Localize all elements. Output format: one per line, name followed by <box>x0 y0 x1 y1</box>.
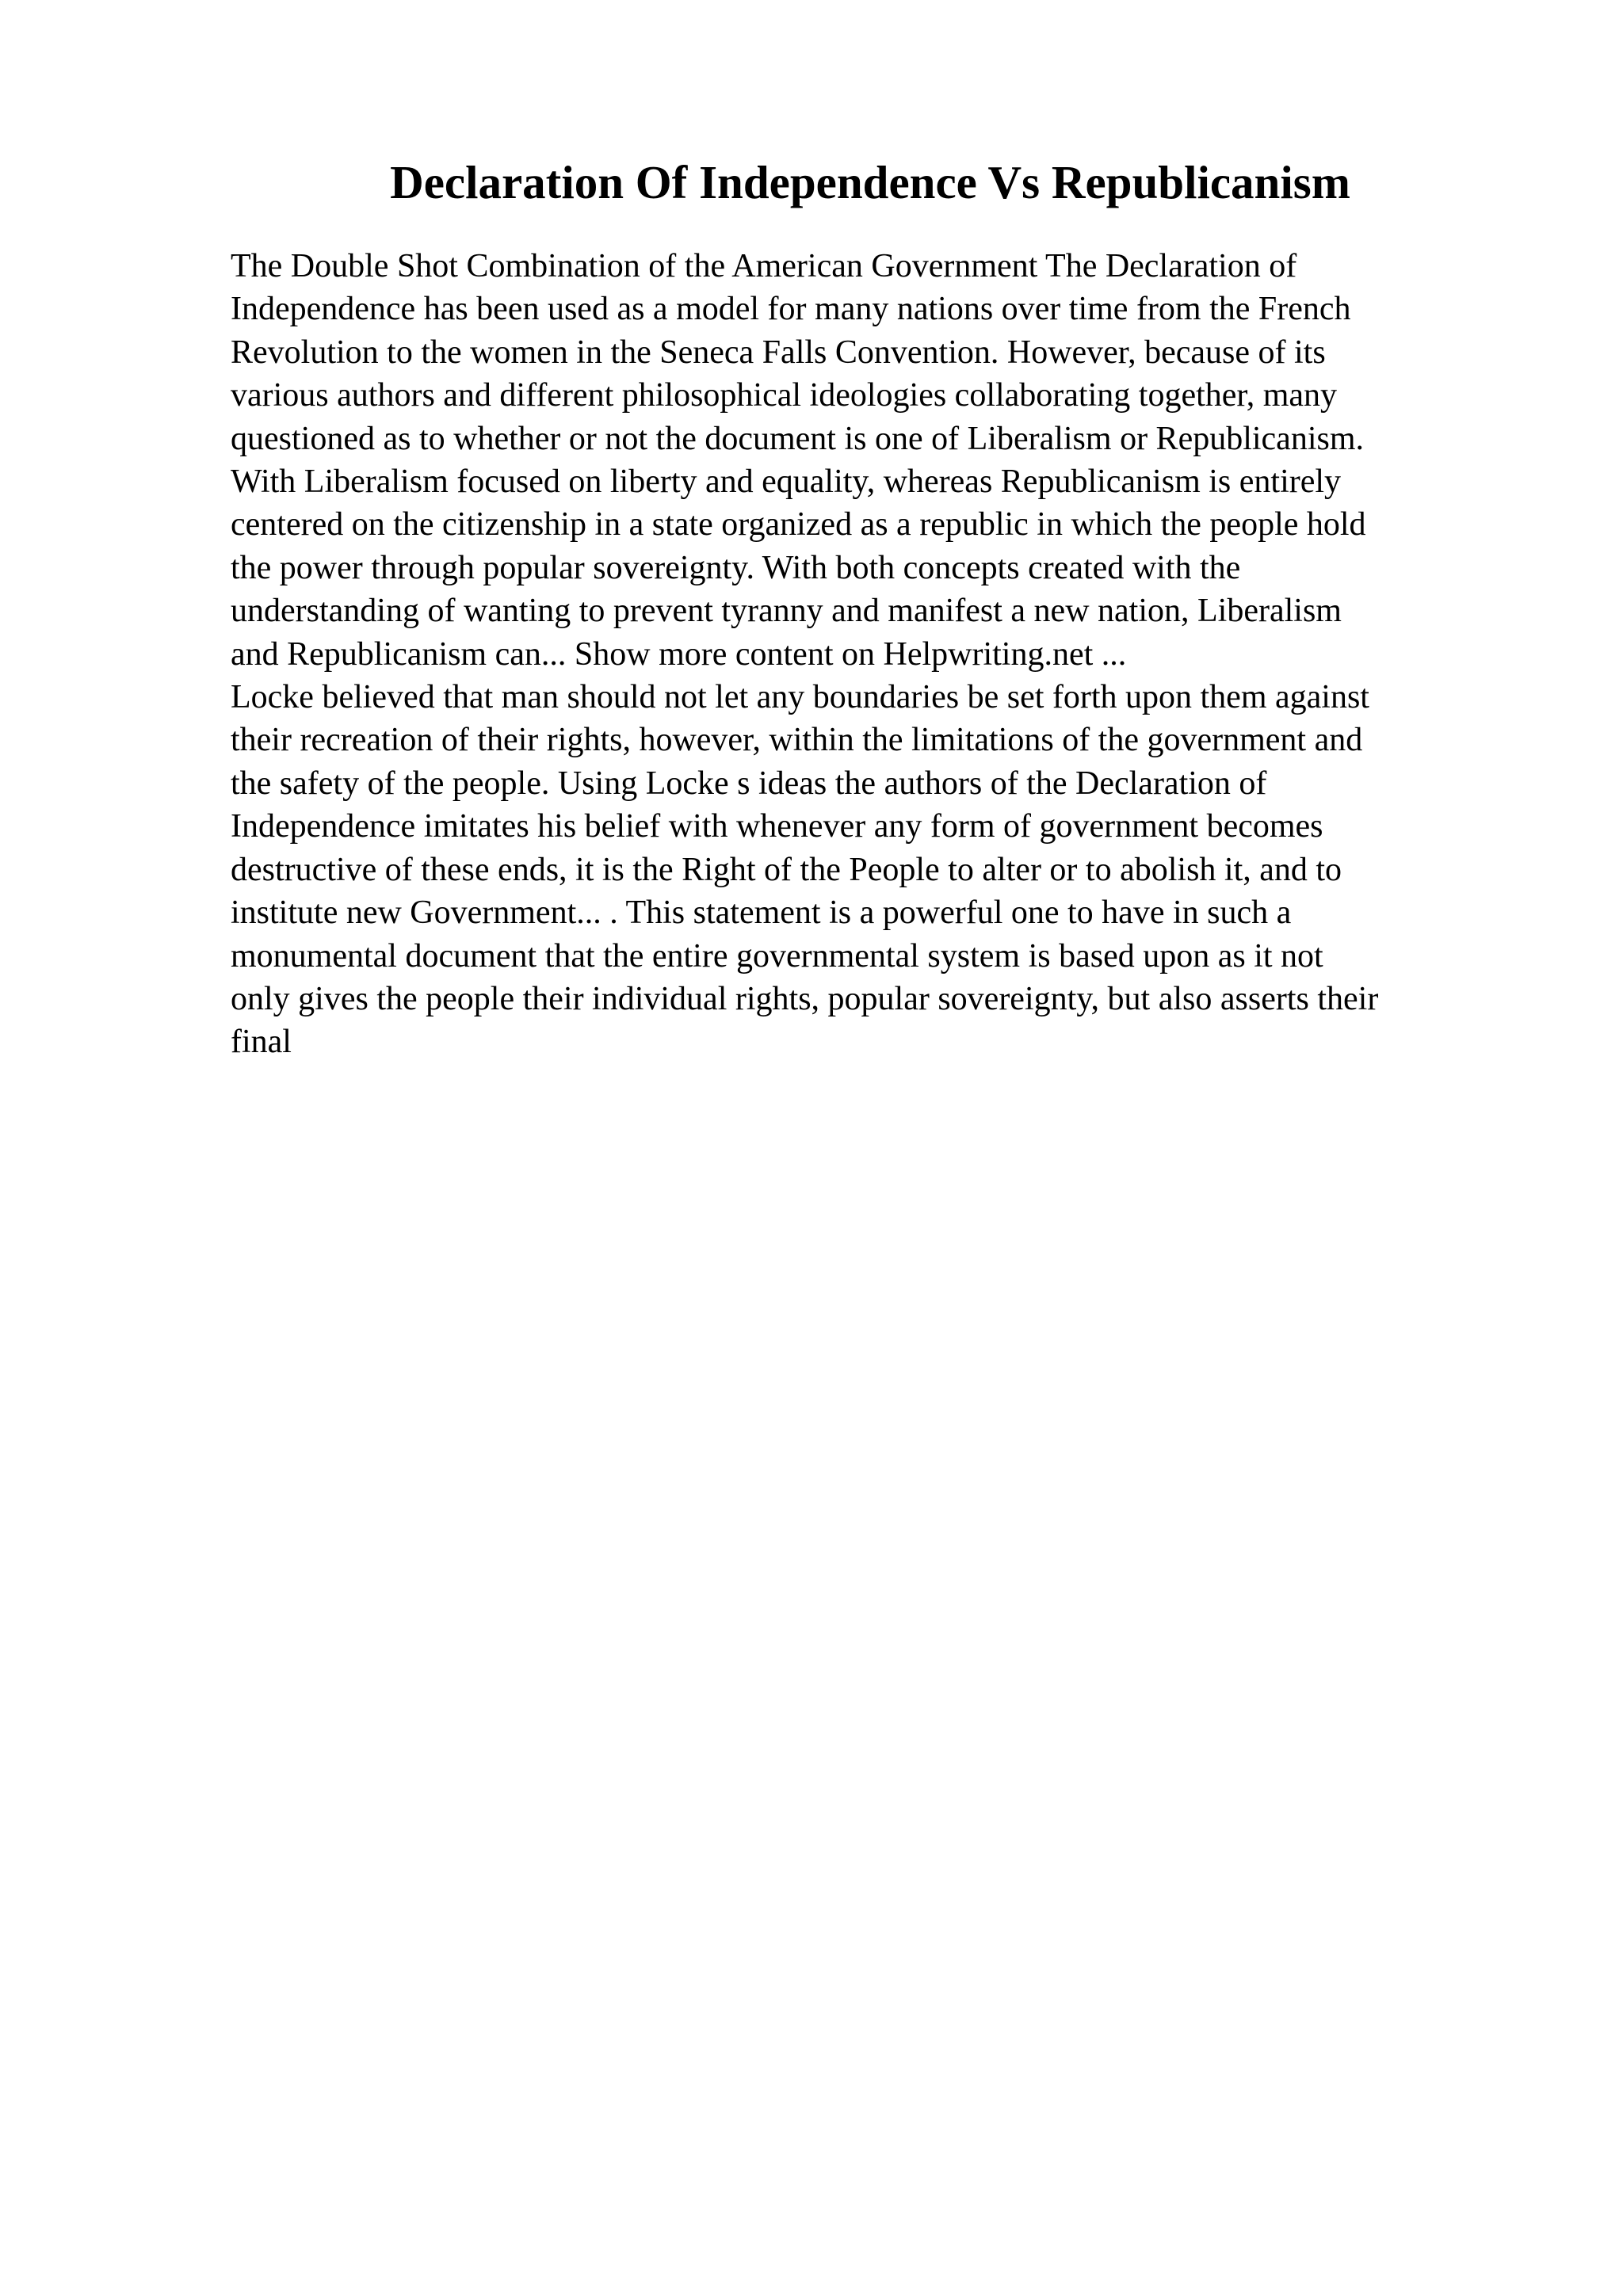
body-line: Independence imitates his belief with whenever any form of government becomes <box>231 808 1323 845</box>
document-title: Declaration Of Independence Vs Republicanism <box>390 156 1350 208</box>
body-line: Revolution to the women in the Seneca Falls Convention. However, because of its <box>231 334 1326 371</box>
body-line: institute new Government... . This statement is a powerful one to have in such a <box>231 894 1292 932</box>
body-line: destructive of these ends, it is the Right of the People to alter or to abolish it, and to <box>231 851 1342 888</box>
body-line: The Double Shot Combination of the American Government The Declaration of <box>231 248 1297 284</box>
body-line: centered on the citizenship in a state organized as a republic in which the people hold <box>231 506 1366 543</box>
body-line: only gives the people their individual rights, popular sovereignty, but also asserts their <box>231 980 1379 1017</box>
document-body <box>231 245 1530 1064</box>
body-line: final <box>231 1024 292 1061</box>
body-line: questioned as to whether or not the document is one of Liberalism or Republicanism. <box>231 420 1365 457</box>
body-line: With Liberalism focused on liberty and equality, whereas Republicanism is entirely <box>231 463 1342 501</box>
body-line: various authors and different philosophical ideologies collaborating together, many <box>231 377 1338 414</box>
body-line: their recreation of their rights, however, within the limitations of the government and <box>231 722 1363 759</box>
body-line: the safety of the people. Using Locke s ideas the authors of the Declaration of <box>231 765 1267 802</box>
body-line: Independence has been used as a model for many nations over time from the French <box>231 291 1351 328</box>
body-line: Locke believed that man should not let any boundaries be set forth upon them against <box>231 679 1369 716</box>
body-line: the power through popular sovereignty. With both concepts created with the <box>231 549 1241 586</box>
body-line: understanding of wanting to prevent tyranny and manifest a new nation, Liberalism <box>231 593 1342 630</box>
body-line: and Republicanism can... Show more content on Helpwriting.net ... <box>231 635 1127 673</box>
body-line: monumental document that the entire governmental system is based upon as it not <box>231 937 1323 974</box>
